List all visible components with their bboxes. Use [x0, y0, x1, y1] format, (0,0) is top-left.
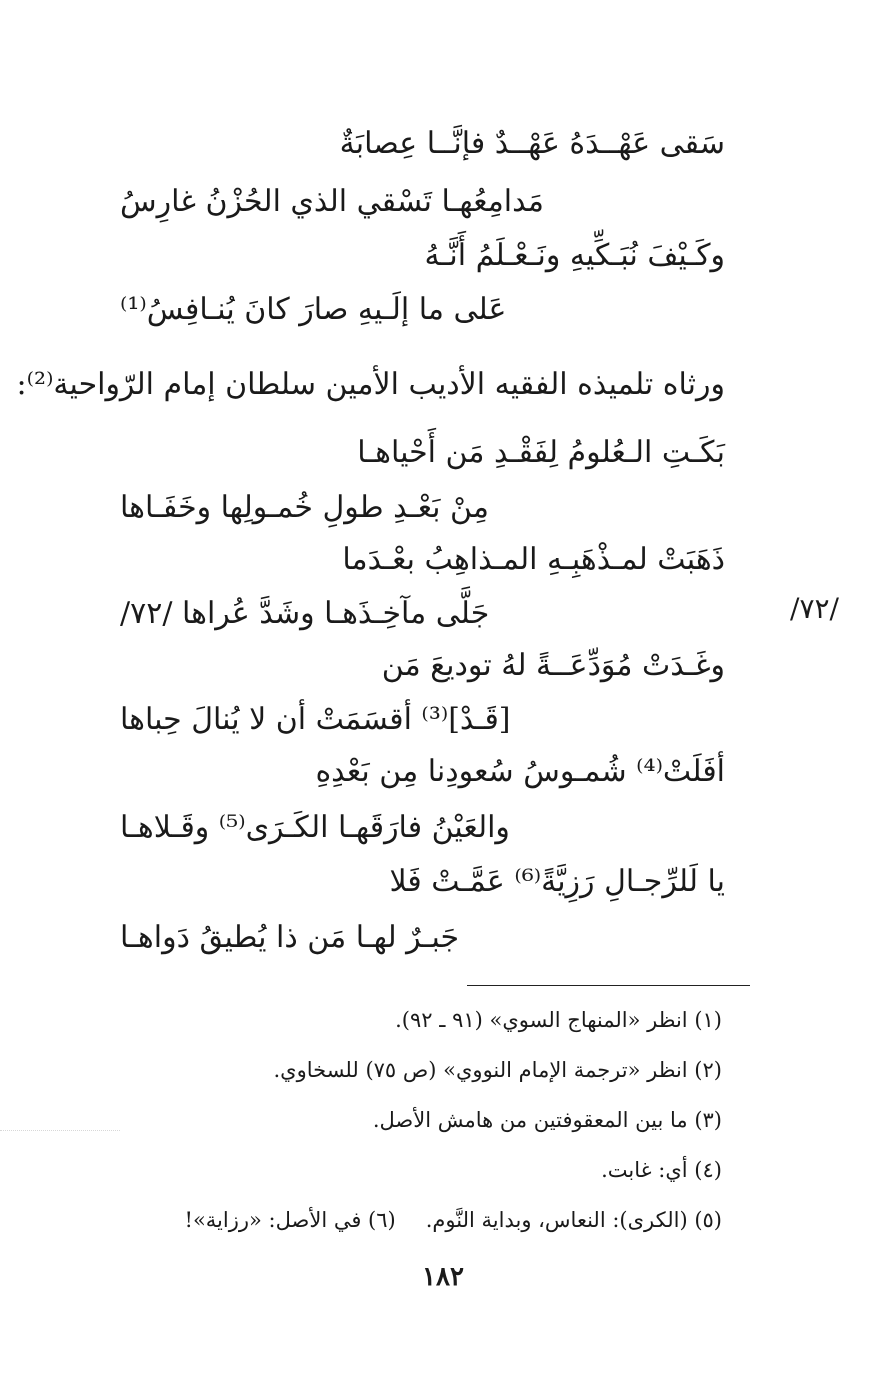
scan-artifact-line	[0, 1130, 120, 1131]
footnote-separator	[467, 985, 750, 986]
footnote-5: (٥) (الكرى): النعاس، وبداية النَّوم.	[425, 1208, 722, 1232]
verse-2-hemistich-2: عَلى ما إلَـيهِ صارَ كانَ يُنـافِسُ⁽¹⁾	[120, 292, 507, 327]
footnote-6: (٦) في الأصل: «رزاية»!	[184, 1208, 396, 1232]
verse-7-hemistich-2: جَبـرٌ لهـا مَن ذا يُطيقُ دَواهـا	[120, 920, 460, 955]
footnote-1: (١) انظر «المنهاج السوي» (٩١ ـ ٩٢).	[395, 1008, 722, 1032]
footnote-3: (٣) ما بين المعقوفتين من هامش الأصل.	[372, 1108, 722, 1132]
verse-6-hemistich-2: والعَيْنُ فارَقَهـا الكَـرَى⁽⁵⁾ وقَـلاهـا	[120, 810, 510, 845]
verse-2-hemistich-1: وكَـيْفَ نُبَـكِّيهِ ونَـعْـلَمُ أَنَّـهُ	[424, 238, 725, 273]
verse-3-hemistich-2: مِنْ بَعْـدِ طولِ خُمـولِها وخَفَـاها	[120, 490, 489, 525]
footnotes-5-6	[185, 1205, 722, 1235]
page-number: ١٨٢	[422, 1262, 464, 1292]
verse-7-hemistich-1: يا لَلرِّجـالِ رَزِيَّةً⁽⁶⁾ عَمَّـتْ فَلا	[389, 864, 725, 899]
verse-1-hemistich-2: مَدامِعُهـا تَسْقي الذي الحُزْنُ غارِسُ	[120, 184, 544, 219]
footnote-4: (٤) أي: غابت.	[601, 1158, 722, 1182]
verse-6-hemistich-1: أفَلَتْ⁽⁴⁾ شُمـوسُ سُعودِنا مِن بَعْدِهِ	[315, 754, 725, 789]
verse-3-hemistich-1: بَكَـتِ الـعُلومُ لِفَقْـدِ مَن أَحْياهـا	[357, 435, 725, 470]
verse-4-hemistich-2: جَلَّى مآخِـذَهـا وشَدَّ عُراها /٧٢/	[120, 596, 490, 631]
verse-4-hemistich-1: ذَهَبَتْ لمـذْهَبِـهِ المـذاهِبُ بعْـدَما	[342, 542, 725, 577]
verse-5-hemistich-1: وغَـدَتْ مُوَدِّعَــةً لهُ توديعَ مَن	[381, 648, 725, 683]
elegy-intro: ورثاه تلميذه الفقيه الأديب الأمين سلطان إمام الرّواحية⁽²⁾:	[16, 367, 725, 402]
footnote-2: (٢) انظر «ترجمة الإمام النووي» (ص ٧٥) للسخاوي.	[273, 1058, 722, 1082]
verse-5-hemistich-2: [قَـدْ]⁽³⁾ أقسَمَتْ أن لا يُنالَ حِباها	[120, 702, 511, 737]
manuscript-folio-marker: /٧٢/	[790, 592, 839, 625]
verse-1-hemistich-1: سَقى عَهْــدَهُ عَهْــدٌ فإنَّــا عِصابَةٌ	[339, 126, 725, 161]
